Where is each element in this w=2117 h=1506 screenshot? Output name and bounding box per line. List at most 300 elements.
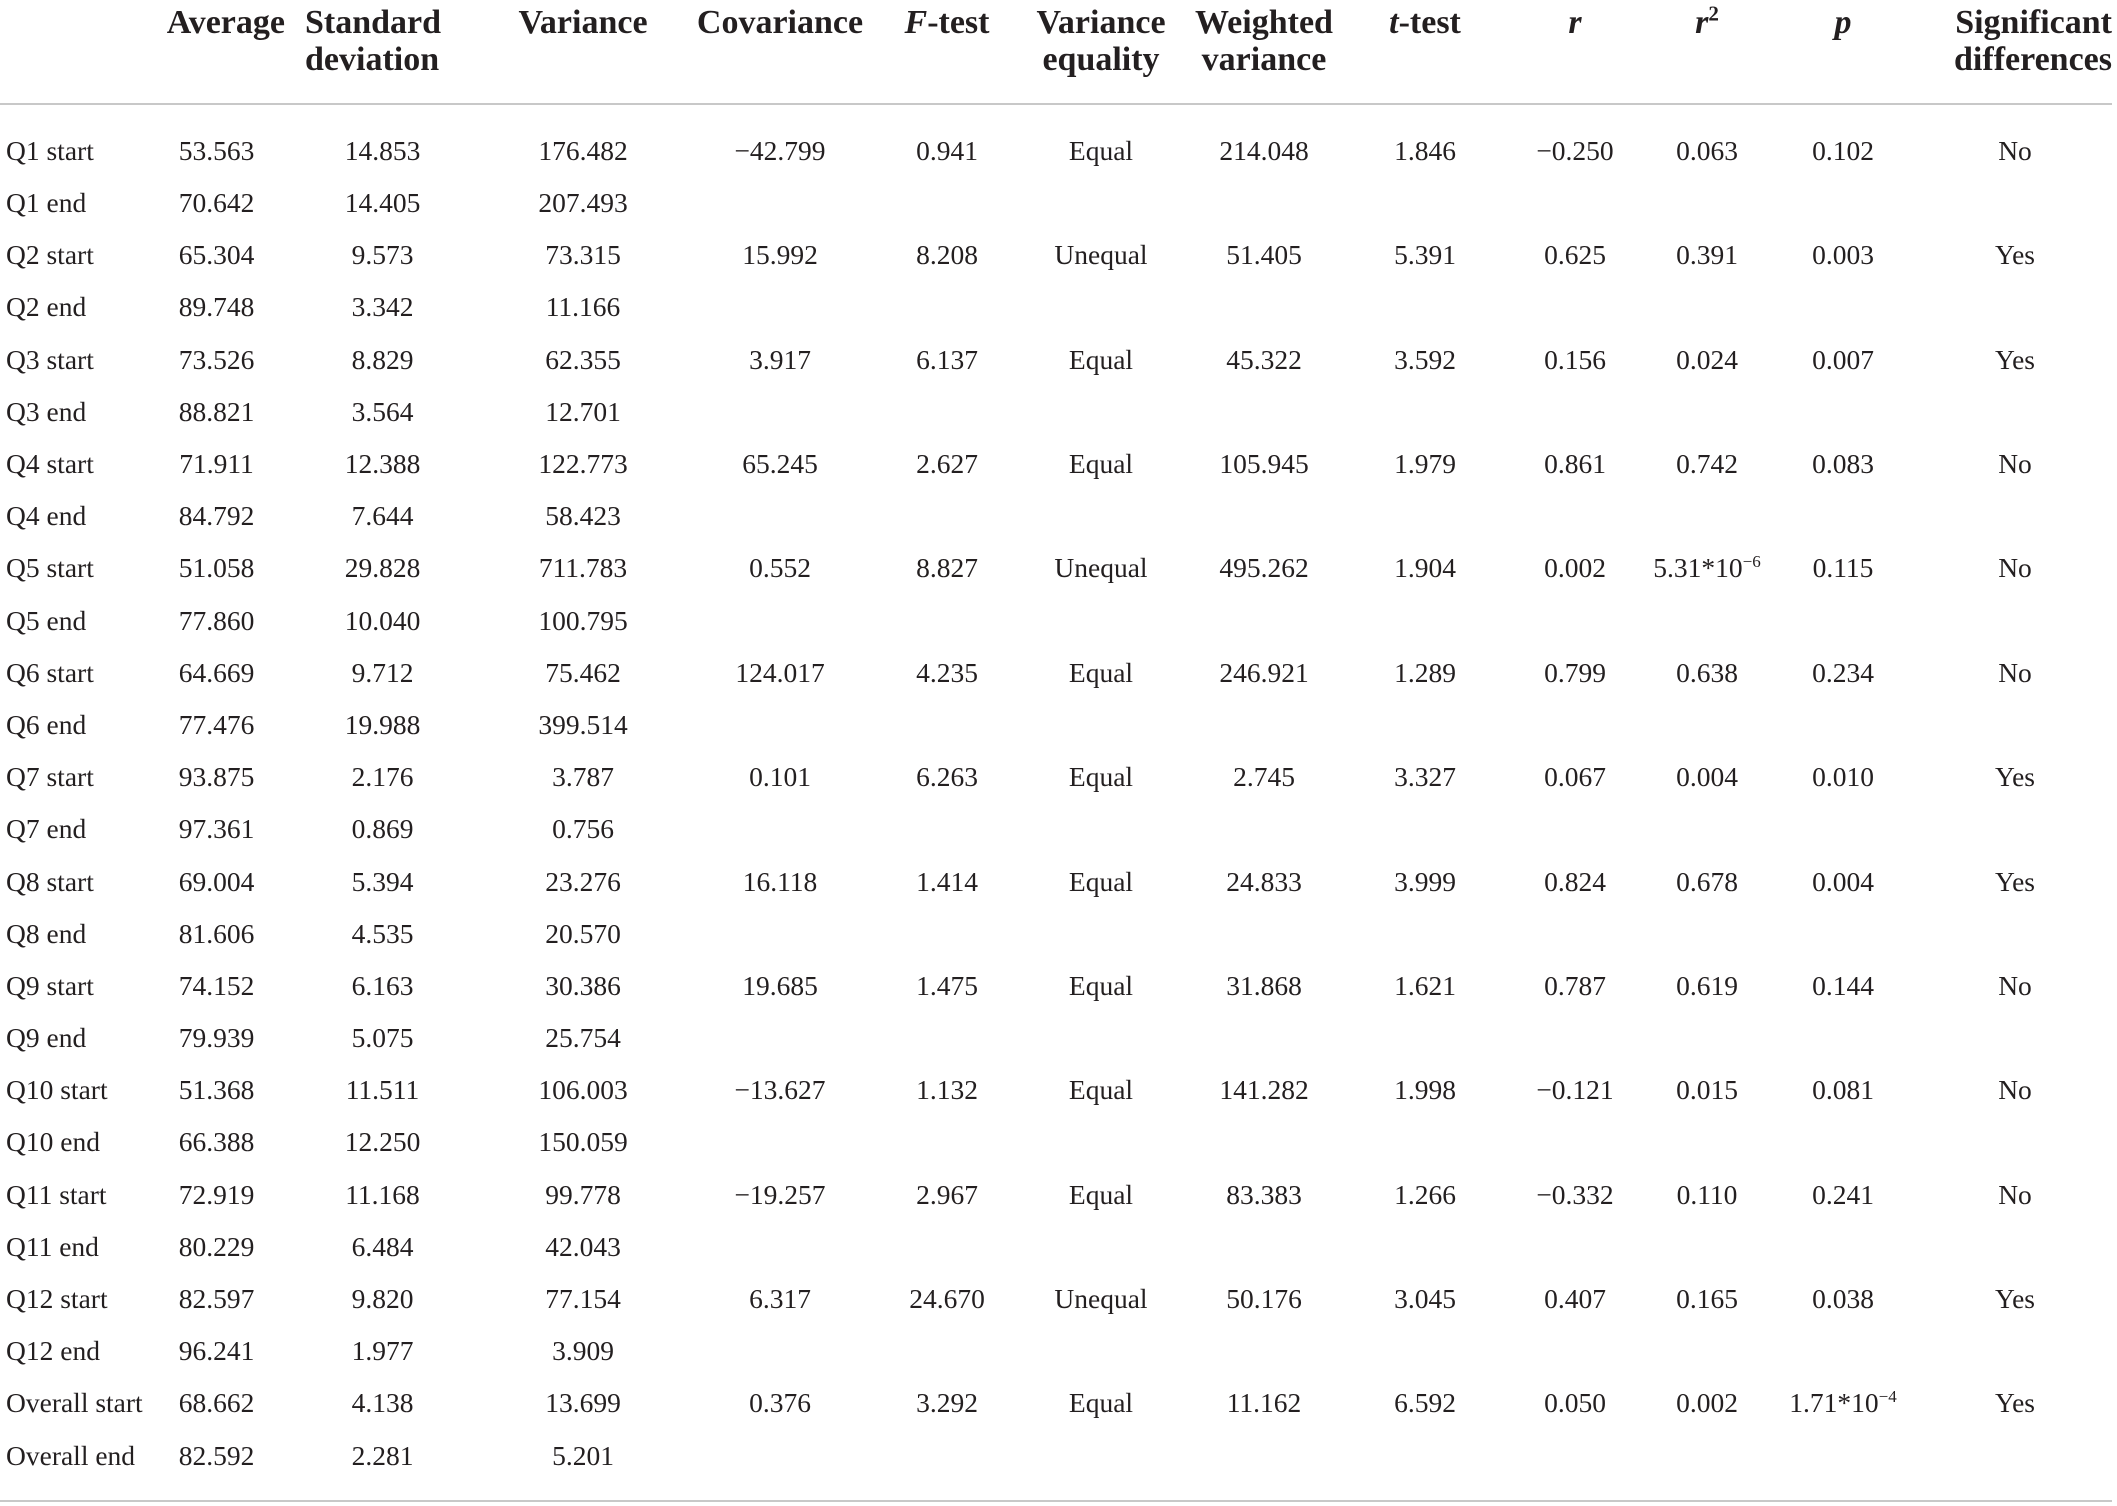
weighted-variance-cell-value: 214.048 bbox=[1219, 135, 1309, 166]
column-header-text: equality bbox=[1042, 41, 1160, 78]
significance-cell bbox=[1918, 1064, 2112, 1116]
std-dev-cell-value: 1.977 bbox=[351, 1335, 414, 1367]
column-header-symbol: r bbox=[1568, 4, 1582, 41]
variance-cell bbox=[480, 490, 686, 542]
p-value-cell bbox=[1768, 1377, 1918, 1429]
column-header-1 bbox=[148, 0, 285, 104]
covariance-cell bbox=[686, 281, 874, 333]
t-test-cell-value: 6.592 bbox=[1394, 1387, 1456, 1419]
t-test-cell bbox=[1346, 281, 1504, 333]
weighted-variance-cell bbox=[1182, 1377, 1346, 1429]
covariance-cell bbox=[686, 1325, 874, 1377]
variance-cell-value: 11.166 bbox=[545, 291, 621, 323]
weighted-variance-cell bbox=[1182, 751, 1346, 803]
f-test-cell bbox=[874, 1325, 1020, 1377]
table-row bbox=[0, 647, 2112, 699]
p-value-cell bbox=[1768, 908, 1918, 960]
p-value-cell-value: 0.010 bbox=[1812, 761, 1874, 793]
t-test-cell bbox=[1346, 855, 1504, 907]
r-squared-cell-value: 0.391 bbox=[1676, 239, 1738, 271]
row-label-value: Q4 end bbox=[6, 500, 87, 532]
r-cell bbox=[1504, 281, 1646, 333]
covariance-cell bbox=[686, 104, 874, 177]
t-test-cell bbox=[1346, 229, 1504, 281]
r-cell bbox=[1504, 542, 1646, 594]
r-squared-cell-value: 0.110 bbox=[1676, 1178, 1738, 1210]
variance-cell bbox=[480, 229, 686, 281]
t-test-cell bbox=[1346, 334, 1504, 386]
average-cell bbox=[148, 1116, 285, 1168]
significance-cell bbox=[1918, 1273, 2112, 1325]
weighted-variance-cell bbox=[1182, 438, 1346, 490]
average-cell-value: 72.919 bbox=[178, 1178, 255, 1210]
t-test-cell-value: 5.391 bbox=[1394, 239, 1456, 271]
f-test-cell bbox=[874, 855, 1020, 907]
std-dev-cell-value: 5.075 bbox=[351, 1022, 414, 1054]
row-label-value: Q7 start bbox=[6, 761, 94, 793]
r-cell-value: 0.067 bbox=[1544, 761, 1606, 793]
table-row bbox=[0, 803, 2112, 855]
f-test-cell bbox=[874, 803, 1020, 855]
covariance-cell-value: 0.101 bbox=[749, 761, 811, 793]
covariance-cell bbox=[686, 595, 874, 647]
std-dev-cell bbox=[285, 438, 480, 490]
f-test-cell bbox=[874, 1430, 1020, 1501]
row-label-value: Q4 start bbox=[6, 448, 94, 480]
std-dev-cell bbox=[285, 334, 480, 386]
covariance-cell bbox=[686, 438, 874, 490]
variance-equality-cell-value: Equal bbox=[1068, 1074, 1134, 1106]
p-value-cell-value: 0.004 bbox=[1812, 865, 1874, 897]
r-squared-cell bbox=[1646, 1221, 1768, 1273]
column-header-symbol: t bbox=[1389, 4, 1399, 41]
average-cell bbox=[148, 1325, 285, 1377]
variance-cell-value: 106.003 bbox=[538, 1074, 628, 1106]
t-test-cell bbox=[1346, 1430, 1504, 1501]
std-dev-cell bbox=[285, 855, 480, 907]
variance-cell bbox=[480, 1064, 686, 1116]
row-label-value: Q3 start bbox=[6, 343, 94, 375]
p-value-cell-value: 0.038 bbox=[1812, 1283, 1874, 1315]
variance-cell bbox=[480, 1325, 686, 1377]
std-dev-cell-value: 3.564 bbox=[351, 395, 414, 427]
variance-cell-value: 399.514 bbox=[538, 708, 628, 740]
r-cell bbox=[1504, 1430, 1646, 1501]
variance-cell-value: 75.462 bbox=[545, 656, 621, 688]
std-dev-cell-value: 4.138 bbox=[351, 1387, 414, 1419]
r-squared-cell bbox=[1646, 908, 1768, 960]
r-squared-cell-exponent: −6 bbox=[1742, 552, 1761, 572]
p-value-cell-exponent: −4 bbox=[1878, 1387, 1897, 1407]
covariance-cell bbox=[686, 647, 874, 699]
row-label-value: Q2 end bbox=[6, 291, 87, 323]
average-cell-value: 81.606 bbox=[178, 917, 255, 949]
row-label bbox=[0, 386, 148, 438]
p-value-cell-value: 0.083 bbox=[1812, 448, 1874, 480]
weighted-variance-cell-value: 45.322 bbox=[1226, 343, 1302, 375]
std-dev-cell bbox=[285, 1116, 480, 1168]
std-dev-cell-value: 9.820 bbox=[351, 1283, 414, 1315]
p-value-cell bbox=[1768, 490, 1918, 542]
weighted-variance-cell bbox=[1182, 229, 1346, 281]
variance-cell-value: 30.386 bbox=[545, 969, 621, 1001]
r-cell bbox=[1504, 490, 1646, 542]
variance-cell bbox=[480, 281, 686, 333]
covariance-cell bbox=[686, 803, 874, 855]
table-row bbox=[0, 908, 2112, 960]
f-test-cell bbox=[874, 647, 1020, 699]
weighted-variance-cell bbox=[1182, 334, 1346, 386]
weighted-variance-cell bbox=[1182, 386, 1346, 438]
f-test-cell bbox=[874, 1064, 1020, 1116]
covariance-cell-value: 16.118 bbox=[742, 865, 818, 897]
covariance-cell bbox=[686, 1273, 874, 1325]
table-row bbox=[0, 960, 2112, 1012]
variance-equality-cell-value: Unequal bbox=[1054, 552, 1148, 584]
t-test-cell bbox=[1346, 1377, 1504, 1429]
r-squared-cell bbox=[1646, 104, 1768, 177]
variance-cell-value: 73.315 bbox=[545, 239, 621, 271]
variance-equality-cell-value: Equal bbox=[1068, 135, 1134, 166]
average-cell bbox=[148, 386, 285, 438]
t-test-cell bbox=[1346, 104, 1504, 177]
f-test-cell bbox=[874, 1116, 1020, 1168]
t-test-cell-value: 3.045 bbox=[1394, 1283, 1456, 1315]
weighted-variance-cell bbox=[1182, 1325, 1346, 1377]
r-cell bbox=[1504, 229, 1646, 281]
weighted-variance-cell bbox=[1182, 1169, 1346, 1221]
covariance-cell bbox=[686, 699, 874, 751]
row-label bbox=[0, 960, 148, 1012]
average-cell-value: 96.241 bbox=[178, 1335, 255, 1367]
row-label bbox=[0, 438, 148, 490]
p-value-cell-value: 0.234 bbox=[1812, 656, 1874, 688]
r-squared-cell bbox=[1646, 803, 1768, 855]
variance-cell bbox=[480, 542, 686, 594]
weighted-variance-cell-value: 141.282 bbox=[1219, 1074, 1309, 1106]
significance-cell bbox=[1918, 751, 2112, 803]
std-dev-cell-value: 11.168 bbox=[345, 1178, 420, 1210]
variance-equality-cell bbox=[1020, 1012, 1182, 1064]
p-value-cell bbox=[1768, 1064, 1918, 1116]
f-test-cell bbox=[874, 177, 1020, 229]
covariance-cell bbox=[686, 908, 874, 960]
row-label-value: Q9 start bbox=[6, 969, 94, 1001]
t-test-cell-value: 1.846 bbox=[1394, 135, 1456, 166]
variance-cell bbox=[480, 595, 686, 647]
r-squared-cell bbox=[1646, 751, 1768, 803]
variance-equality-cell bbox=[1020, 438, 1182, 490]
p-value-cell bbox=[1768, 960, 1918, 1012]
std-dev-cell-value: 3.342 bbox=[351, 291, 414, 323]
column-header-7 bbox=[1182, 0, 1346, 104]
table-row bbox=[0, 386, 2112, 438]
t-test-cell-value: 1.979 bbox=[1394, 448, 1456, 480]
average-cell bbox=[148, 699, 285, 751]
covariance-cell bbox=[686, 490, 874, 542]
r-cell bbox=[1504, 960, 1646, 1012]
r-cell bbox=[1504, 803, 1646, 855]
variance-cell-value: 207.493 bbox=[538, 187, 628, 219]
weighted-variance-cell bbox=[1182, 1221, 1346, 1273]
column-header-text: Average bbox=[166, 4, 285, 41]
average-cell bbox=[148, 751, 285, 803]
std-dev-cell bbox=[285, 647, 480, 699]
average-cell bbox=[148, 803, 285, 855]
std-dev-cell bbox=[285, 1221, 480, 1273]
column-header-9 bbox=[1504, 0, 1646, 104]
column-header-5 bbox=[874, 0, 1020, 104]
r-cell bbox=[1504, 334, 1646, 386]
f-test-cell-value: 0.941 bbox=[916, 135, 978, 166]
variance-equality-cell bbox=[1020, 1116, 1182, 1168]
variance-cell bbox=[480, 1012, 686, 1064]
average-cell bbox=[148, 1064, 285, 1116]
r-cell-value: 0.625 bbox=[1544, 239, 1606, 271]
weighted-variance-cell bbox=[1182, 855, 1346, 907]
std-dev-cell-value: 5.394 bbox=[351, 865, 414, 897]
weighted-variance-cell bbox=[1182, 699, 1346, 751]
variance-cell bbox=[480, 1116, 686, 1168]
r-squared-cell-value: 0.004 bbox=[1676, 761, 1738, 793]
p-value-cell-value: 0.241 bbox=[1812, 1178, 1874, 1210]
t-test-cell bbox=[1346, 1169, 1504, 1221]
column-header-10 bbox=[1646, 0, 1768, 104]
r-squared-cell bbox=[1646, 1169, 1768, 1221]
significance-cell bbox=[1918, 1325, 2112, 1377]
t-test-cell bbox=[1346, 647, 1504, 699]
covariance-cell bbox=[686, 542, 874, 594]
significance-cell bbox=[1918, 1430, 2112, 1501]
std-dev-cell-value: 11.511 bbox=[345, 1074, 420, 1106]
variance-equality-cell bbox=[1020, 647, 1182, 699]
significance-cell bbox=[1918, 699, 2112, 751]
covariance-cell-value: 15.992 bbox=[742, 239, 818, 271]
f-test-cell bbox=[874, 699, 1020, 751]
significance-cell-value: No bbox=[1998, 552, 2032, 584]
t-test-cell bbox=[1346, 595, 1504, 647]
t-test-cell bbox=[1346, 1273, 1504, 1325]
covariance-cell bbox=[686, 1012, 874, 1064]
row-label-value: Q9 end bbox=[6, 1022, 87, 1054]
significance-cell bbox=[1918, 1377, 2112, 1429]
t-test-cell bbox=[1346, 908, 1504, 960]
t-test-cell bbox=[1346, 177, 1504, 229]
weighted-variance-cell-value: 2.745 bbox=[1233, 761, 1295, 793]
f-test-cell-value: 24.670 bbox=[909, 1283, 985, 1315]
average-cell bbox=[148, 229, 285, 281]
row-label-value: Q3 end bbox=[6, 395, 87, 427]
p-value-cell bbox=[1768, 647, 1918, 699]
r-cell-value: −0.121 bbox=[1536, 1074, 1614, 1106]
covariance-cell-value: −42.799 bbox=[734, 135, 826, 166]
r-squared-cell bbox=[1646, 229, 1768, 281]
average-cell bbox=[148, 647, 285, 699]
t-test-cell-value: 1.904 bbox=[1394, 552, 1456, 584]
weighted-variance-cell-value: 495.262 bbox=[1219, 552, 1309, 584]
significance-cell bbox=[1918, 595, 2112, 647]
p-value-cell bbox=[1768, 229, 1918, 281]
r-squared-cell bbox=[1646, 595, 1768, 647]
r-squared-cell bbox=[1646, 1430, 1768, 1501]
std-dev-cell bbox=[285, 1169, 480, 1221]
r-cell-value: 0.156 bbox=[1544, 343, 1606, 375]
r-squared-cell-value: 0.024 bbox=[1676, 343, 1738, 375]
r-squared-cell-value: 0.165 bbox=[1676, 1283, 1738, 1315]
r-cell-value: 0.050 bbox=[1544, 1387, 1606, 1419]
significance-cell bbox=[1918, 960, 2112, 1012]
variance-cell-value: 58.423 bbox=[545, 500, 621, 532]
row-label-value: Q8 end bbox=[6, 917, 87, 949]
weighted-variance-cell-value: 105.945 bbox=[1219, 448, 1309, 480]
weighted-variance-cell bbox=[1182, 1116, 1346, 1168]
std-dev-cell-value: 6.484 bbox=[351, 1230, 414, 1262]
std-dev-cell bbox=[285, 1377, 480, 1429]
variance-equality-cell bbox=[1020, 1221, 1182, 1273]
row-label bbox=[0, 1377, 148, 1429]
average-cell-value: 77.476 bbox=[178, 708, 255, 740]
table-row bbox=[0, 751, 2112, 803]
row-label-value: Q11 end bbox=[6, 1230, 99, 1262]
significance-cell bbox=[1918, 908, 2112, 960]
header-row bbox=[0, 0, 2112, 104]
significance-cell bbox=[1918, 855, 2112, 907]
r-cell bbox=[1504, 1273, 1646, 1325]
t-test-cell bbox=[1346, 699, 1504, 751]
average-cell bbox=[148, 855, 285, 907]
average-cell bbox=[148, 438, 285, 490]
average-cell-value: 65.304 bbox=[178, 239, 255, 271]
std-dev-cell-value: 2.281 bbox=[351, 1439, 414, 1471]
variance-equality-cell bbox=[1020, 281, 1182, 333]
covariance-cell-value: 65.245 bbox=[742, 448, 818, 480]
average-cell bbox=[148, 542, 285, 594]
significance-cell bbox=[1918, 386, 2112, 438]
table-row bbox=[0, 1169, 2112, 1221]
row-label bbox=[0, 104, 148, 177]
r-cell bbox=[1504, 386, 1646, 438]
r-cell-value: −0.332 bbox=[1536, 1178, 1614, 1210]
weighted-variance-cell bbox=[1182, 1273, 1346, 1325]
f-test-cell-value: 4.235 bbox=[916, 656, 978, 688]
column-header-text: Weighted bbox=[1195, 4, 1333, 41]
significance-cell bbox=[1918, 104, 2112, 177]
std-dev-cell bbox=[285, 960, 480, 1012]
variance-equality-cell bbox=[1020, 229, 1182, 281]
t-test-cell-value: 3.327 bbox=[1394, 761, 1456, 793]
std-dev-cell-value: 7.644 bbox=[351, 500, 414, 532]
p-value-cell-value: 0.003 bbox=[1812, 239, 1874, 271]
variance-equality-cell-value: Unequal bbox=[1054, 1283, 1148, 1315]
variance-equality-cell bbox=[1020, 855, 1182, 907]
f-test-cell bbox=[874, 104, 1020, 177]
variance-cell-value: 20.570 bbox=[545, 917, 621, 949]
variance-equality-cell bbox=[1020, 104, 1182, 177]
weighted-variance-cell-value: 24.833 bbox=[1226, 865, 1302, 897]
t-test-cell bbox=[1346, 542, 1504, 594]
column-header-text: Variance bbox=[518, 4, 648, 41]
average-cell bbox=[148, 490, 285, 542]
significance-cell-value: Yes bbox=[1994, 239, 2035, 271]
row-label bbox=[0, 803, 148, 855]
significance-cell-value: No bbox=[1998, 1178, 2032, 1210]
f-test-cell-value: 1.475 bbox=[916, 969, 978, 1001]
variance-cell bbox=[480, 104, 686, 177]
row-label-value: Q1 end bbox=[6, 187, 87, 219]
p-value-cell bbox=[1768, 1116, 1918, 1168]
table-row bbox=[0, 1012, 2112, 1064]
r-squared-cell-value: 0.002 bbox=[1676, 1387, 1738, 1419]
variance-equality-cell-value: Equal bbox=[1068, 1387, 1134, 1419]
row-label bbox=[0, 542, 148, 594]
std-dev-cell bbox=[285, 908, 480, 960]
std-dev-cell bbox=[285, 803, 480, 855]
average-cell-value: 51.368 bbox=[178, 1074, 255, 1106]
average-cell-value: 64.669 bbox=[178, 656, 255, 688]
significance-cell bbox=[1918, 334, 2112, 386]
std-dev-cell bbox=[285, 177, 480, 229]
table-row bbox=[0, 542, 2112, 594]
row-label bbox=[0, 1064, 148, 1116]
weighted-variance-cell bbox=[1182, 104, 1346, 177]
table-row bbox=[0, 699, 2112, 751]
variance-cell bbox=[480, 1221, 686, 1273]
row-label bbox=[0, 490, 148, 542]
average-cell bbox=[148, 281, 285, 333]
column-header-symbol: F bbox=[904, 4, 928, 41]
variance-equality-cell bbox=[1020, 386, 1182, 438]
std-dev-cell bbox=[285, 281, 480, 333]
weighted-variance-cell-value: 31.868 bbox=[1226, 969, 1302, 1001]
variance-cell-value: 122.773 bbox=[538, 448, 628, 480]
table-row bbox=[0, 1377, 2112, 1429]
row-label bbox=[0, 908, 148, 960]
weighted-variance-cell bbox=[1182, 1012, 1346, 1064]
std-dev-cell-value: 12.388 bbox=[344, 448, 421, 480]
covariance-cell-value: 3.917 bbox=[749, 343, 811, 375]
variance-equality-cell-value: Equal bbox=[1068, 1178, 1134, 1210]
p-value-cell-value: 1.71*10 bbox=[1789, 1387, 1879, 1419]
row-label-value: Q10 end bbox=[6, 1126, 100, 1158]
significance-cell-value: Yes bbox=[1994, 343, 2035, 375]
r-cell bbox=[1504, 908, 1646, 960]
variance-cell bbox=[480, 1273, 686, 1325]
r-cell bbox=[1504, 1012, 1646, 1064]
p-value-cell bbox=[1768, 438, 1918, 490]
f-test-cell-value: 8.208 bbox=[916, 239, 978, 271]
column-header-3 bbox=[480, 0, 686, 104]
table-row bbox=[0, 334, 2112, 386]
row-label bbox=[0, 1430, 148, 1501]
std-dev-cell bbox=[285, 104, 480, 177]
p-value-cell bbox=[1768, 699, 1918, 751]
weighted-variance-cell-value: 246.921 bbox=[1219, 656, 1309, 688]
average-cell bbox=[148, 104, 285, 177]
f-test-cell bbox=[874, 281, 1020, 333]
variance-equality-cell bbox=[1020, 960, 1182, 1012]
p-value-cell-value: 0.102 bbox=[1812, 135, 1874, 166]
covariance-cell bbox=[686, 1377, 874, 1429]
t-test-cell bbox=[1346, 386, 1504, 438]
average-cell-value: 51.058 bbox=[178, 552, 255, 584]
significance-cell-value: Yes bbox=[1994, 761, 2035, 793]
significance-cell bbox=[1918, 1012, 2112, 1064]
variance-cell bbox=[480, 1430, 686, 1501]
table-row bbox=[0, 1064, 2112, 1116]
r-squared-cell bbox=[1646, 386, 1768, 438]
variance-equality-cell-value: Unequal bbox=[1054, 239, 1148, 271]
variance-equality-cell bbox=[1020, 595, 1182, 647]
